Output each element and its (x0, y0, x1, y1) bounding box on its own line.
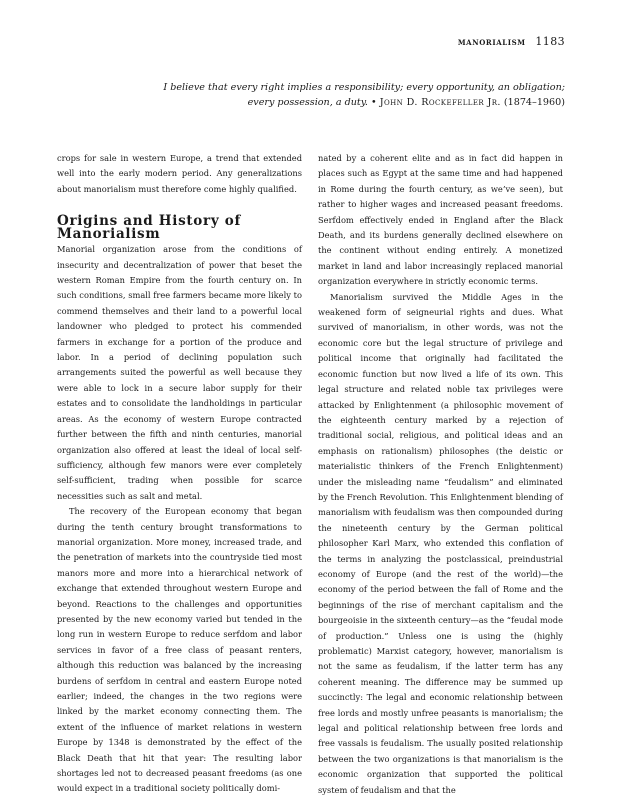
left-column (57, 151, 302, 797)
left-paragraph-1: Manorial organization arose from the conditions of insecurity and decentralization of power that beset the western Roman Empire from the fourth century on. In such conditions, small free farmers became more likely to commend themselves and their land to a powerful local landowner who pledged to protect his commended farmers in exchange for a portion of the produce and labor. In a period of declining population such arrangements suited the powerful as well because they were able to lock in a secure labor supply for their estates and to consolidate the landholdings in particular areas. As the economy of western Europe contracted further between the fifth and ninth centuries, manorial organization also offered at least the ideal of local self-sufficiency, although few manors were ever completely self-sufficient, trading when possible for scarce necessities such as salt and metal. (57, 244, 302, 501)
epigraph-line-2 (145, 95, 565, 110)
epigraph-years: (1874–1960) (503, 97, 565, 108)
running-head-title: manorialism (457, 36, 526, 48)
left-paragraph-2: The recovery of the European economy that began during the tenth century brought transformations to manorial organization. More money, increased trade, and the penetration of markets into the countryside tied most manors more and more into a hierarchical network of exchange that extended throughout western Europe and beyond. Reactions to the challenges and opportunities presented by the new economy varied but tended in the long run in western Europe to reduce serfdom and labor services in favor of a free class of peasant renters, although this reduction was balanced by the increasing burdens of serfdom in central and eastern Europe noted earlier; indeed, the changes in the two regions were linked by the market economy connecting them. The extent of the influence of market relations in western Europe by 1348 is demonstrated by the effect of the Black Death that hit that year: The resulting labor shortages led not to decreased peasant freedoms (as one would expect in a traditional society politically domi- (57, 506, 302, 794)
epigraph-line-1 (145, 80, 565, 95)
epigraph (145, 80, 565, 110)
epigraph-author: John D. Rockefeller Jr. (379, 97, 501, 108)
right-paragraph-1: nated by a coherent elite and as in fact did happen in places such as Egypt at the same time and had happened in Rome during the fourth century, as we’ve seen), but rather to higher wages and increased peasant freedoms. Serfdom effectively ended in England after the Black Death, and its burdens generally declined elsewhere on the continent without ending entirely. A monetized market in land and labor increasingly replaced manorial organization everywhere in strictly economic terms. (318, 153, 563, 287)
page-number: 1183 (535, 35, 565, 48)
right-column (318, 151, 563, 798)
section-heading: Origins and History of Manorialism (57, 213, 241, 243)
right-paragraph-2: Manorialism survived the Middle Ages in the weakened form of seigneurial rights and dues. What survived of manorialism, in other words, was not the economic core but the legal structure of privilege and political income that originally had facilitated the economic function but now lived a life of its own. This legal structure and related noble tax privileges were attacked by Enlightenment (a philosophic movement of the eighteenth century marked by a rejection of traditional social, religious, and political ideas and an emphasis on rationalism) philosophes (the deistic or materialistic thinkers of the French Enlightenment) under the misleading name “feudalism” and eliminated by the French Revolution. This Enlightenment blending of manorialism with feudalism was then compounded during the nineteenth century by the German political philosopher Karl Marx, who extended this conflation of the terms in analyzing the postclassical, preindustrial economy of Europe (and the rest of the world)—the economy of the period between the fall of Rome and the beginnings of the rise of merchant capitalism and the bourgeoisie in the sixteenth century—as the “feudal mode of production.” Unless one is using the (highly problematic) Marxist category, however, manorialism is not the same as feudalism, if the latter term has any coherent meaning. The difference may be summed up succinctly: The legal and economic relationship between free lords and mostly unfree peasants is manorialism; the legal and political relationship between free lords and free vassals is feudalism. The usually posited relationship between the two organizations is that manorialism is the economic organization that supported the political system of feudalism and that the (318, 291, 564, 795)
epigraph-quote-line-1: I believe that every right implies a responsibility; every opportunity, an obligation; (163, 82, 565, 93)
running-head (458, 35, 565, 48)
intro-paragraph: crops for sale in western Europe, a trend that extended well into the early modern period. Any generalizations about manorialism must therefore come highly qualified. (57, 153, 302, 194)
epigraph-separator: • (371, 97, 377, 108)
epigraph-quote-line-2: every possession, a duty. (247, 97, 368, 108)
